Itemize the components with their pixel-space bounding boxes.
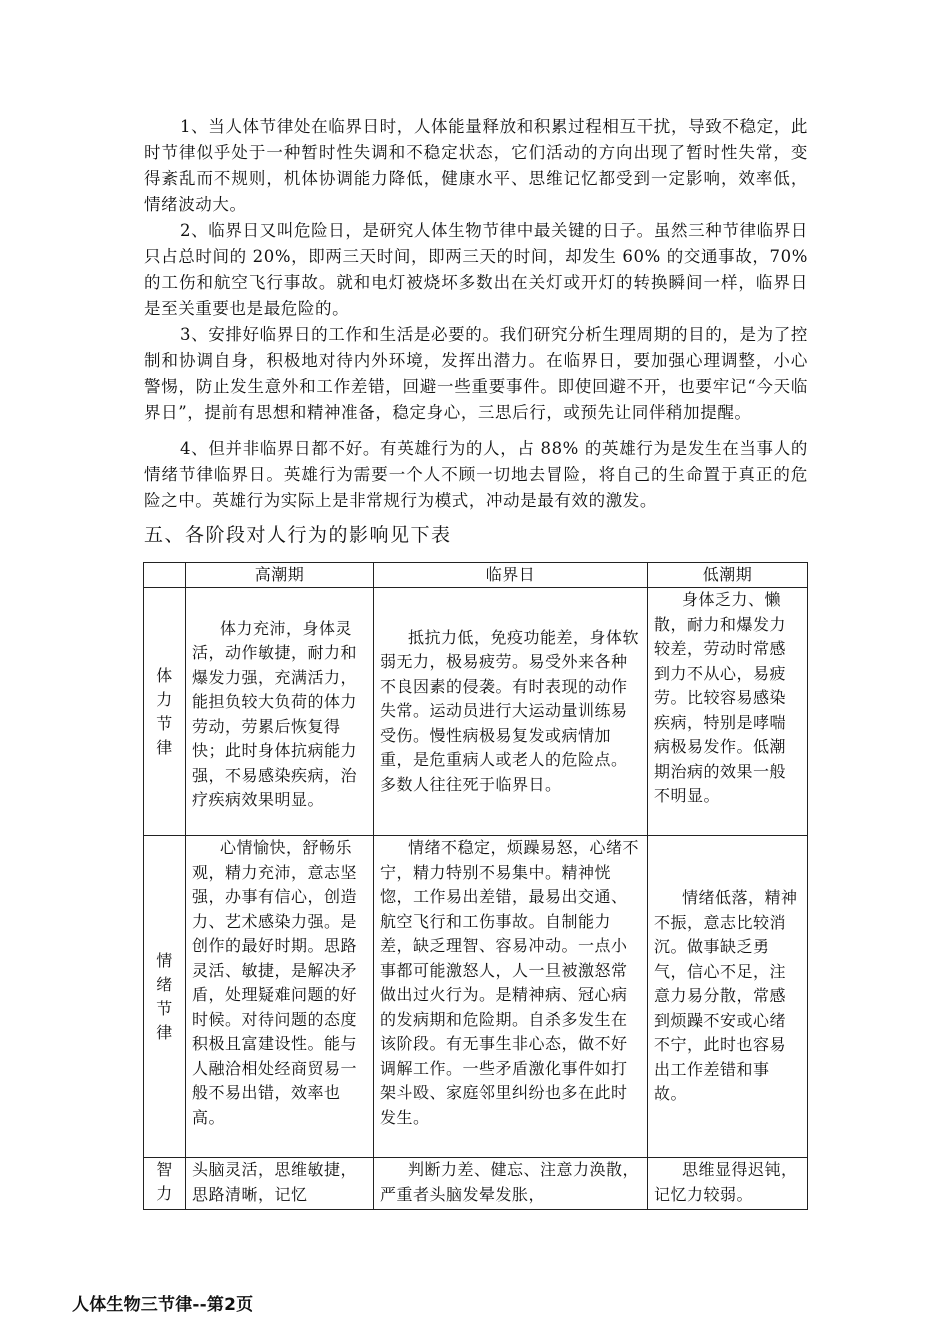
column-header-low: 低潮期 [648,563,808,588]
cell-emotional-low: 情绪低落，精神不振，意志比较消沉。做事缺乏勇气，信心不足，注意力易分散，常感到烦躁不安或心绪不宁，此时也容易出工作差错和事故。 [648,836,808,1158]
table-row-emotional [144,836,808,1158]
header-empty-cell [144,563,186,588]
column-header-high: 高潮期 [186,563,374,588]
table-row-intellectual [144,1158,808,1210]
section-heading: 五、各阶段对人行为的影响见下表 [144,524,452,546]
row-label-physical: 体力节律 [144,588,186,836]
cell-physical-high: 体力充沛，身体灵活，动作敏捷，耐力和爆发力强，充满活力，能担负较大负荷的体力劳动，劳累后恢复得快；此时身体抗病能力强，不易感染疾病，治疗疾病效果明显。 [186,588,374,836]
cell-emotional-high: 心情愉快，舒畅乐观，精力充沛，意志坚强，办事有信心，创造力、艺术感染力强。是创作的最好时期。思路灵活、敏捷，是解决矛盾，处理疑难问题的好时候。对待问题的态度积极且富建设性。能与人融洽相处经商贸易一般不易出错，效率也高。 [186,836,374,1158]
paragraph-2: 2、临界日又叫危险日，是研究人体生物节律中最关键的日子。虽然三种节律临界日只占总时间的 20%，即两三天时间，即两三天的时间，却发生 60% 的交通事故，70% 的工伤和航空飞行事故。就和电灯被烧坏多数出在关灯或开灯的转换瞬间一样，临界日是至关重要也是最危险的。 [144,221,808,318]
phase-effects-table [143,562,808,1210]
table-row-physical [144,588,808,836]
cell-intellectual-critical: 判断力差、健忘、注意力涣散，严重者头脑发晕发胀， [374,1158,648,1210]
row-label-emotional: 情绪节律 [144,836,186,1158]
row-label-intellectual: 智力 [144,1158,186,1210]
table-header-row [144,563,808,588]
cell-emotional-critical: 情绪不稳定，烦躁易怒，心绪不宁，精力特别不易集中。精神恍惚，工作易出差错，最易出交通、航空飞行和工伤事故。自制能力差，缺乏理智、容易冲动。一点小事都可能激怒人，人一旦被激怒常做出过火行为。是精神病、冠心病的发病期和危险期。自杀多发生在该阶段。有无事生非心态，做不好调解工作。一些矛盾激化事件如打架斗殴、家庭邻里纠纷也多在此时发生。 [374,836,648,1158]
paragraph-4: 4、但并非临界日都不好。有英雄行为的人，占 88% 的英雄行为是发生在当事人的情绪节律临界日。英雄行为需要一个人不顾一切地去冒险，将自己的生命置于真正的危险之中。英雄行为实际上是非常规行为模式，冲动是最有效的激发。 [144,439,808,510]
cell-intellectual-low: 思维显得迟钝，记忆力较弱。 [648,1158,808,1210]
paragraph-3: 3、安排好临界日的工作和生活是必要的。我们研究分析生理周期的目的，是为了控制和协调自身，积极地对待内外环境，发挥出潜力。在临界日，要加强心理调整，小心警惕，防止发生意外和工作差错，回避一些重要事件。即使回避不开，也要牢记“今天临界日”，提前有思想和精神准备，稳定身心，三思后行，或预先让同伴稍加提醒。 [144,325,808,422]
page-footer: 人体生物三节律--第2页 [72,1295,254,1315]
cell-physical-critical: 抵抗力低，免疫功能差，身体软弱无力，极易疲劳。易受外来各种不良因素的侵袭。有时表现的动作失常。运动员进行大运动量训练易受伤。慢性病极易复发或病情加重，是危重病人或老人的危险点。多数人往往死于临界日。 [374,588,648,836]
column-header-critical: 临界日 [374,563,648,588]
cell-physical-low: 身体乏力、懒散，耐力和爆发力较差，劳动时常感到力不从心，易疲劳。比较容易感染疾病，特别是哮喘病极易发作。低潮期治病的效果一般不明显。 [648,588,808,836]
paragraph-1: 1、当人体节律处在临界日时，人体能量释放和积累过程相互干扰，导致不稳定，此时节律似乎处于一种暂时性失调和不稳定状态，它们活动的方向出现了暂时性失常，变得紊乱而不规则，机体协调能力降低，健康水平、思维记忆都受到一定影响，效率低，情绪波动大。 [144,117,808,214]
cell-intellectual-high: 头脑灵活，思维敏捷，思路清晰，记忆 [186,1158,374,1210]
